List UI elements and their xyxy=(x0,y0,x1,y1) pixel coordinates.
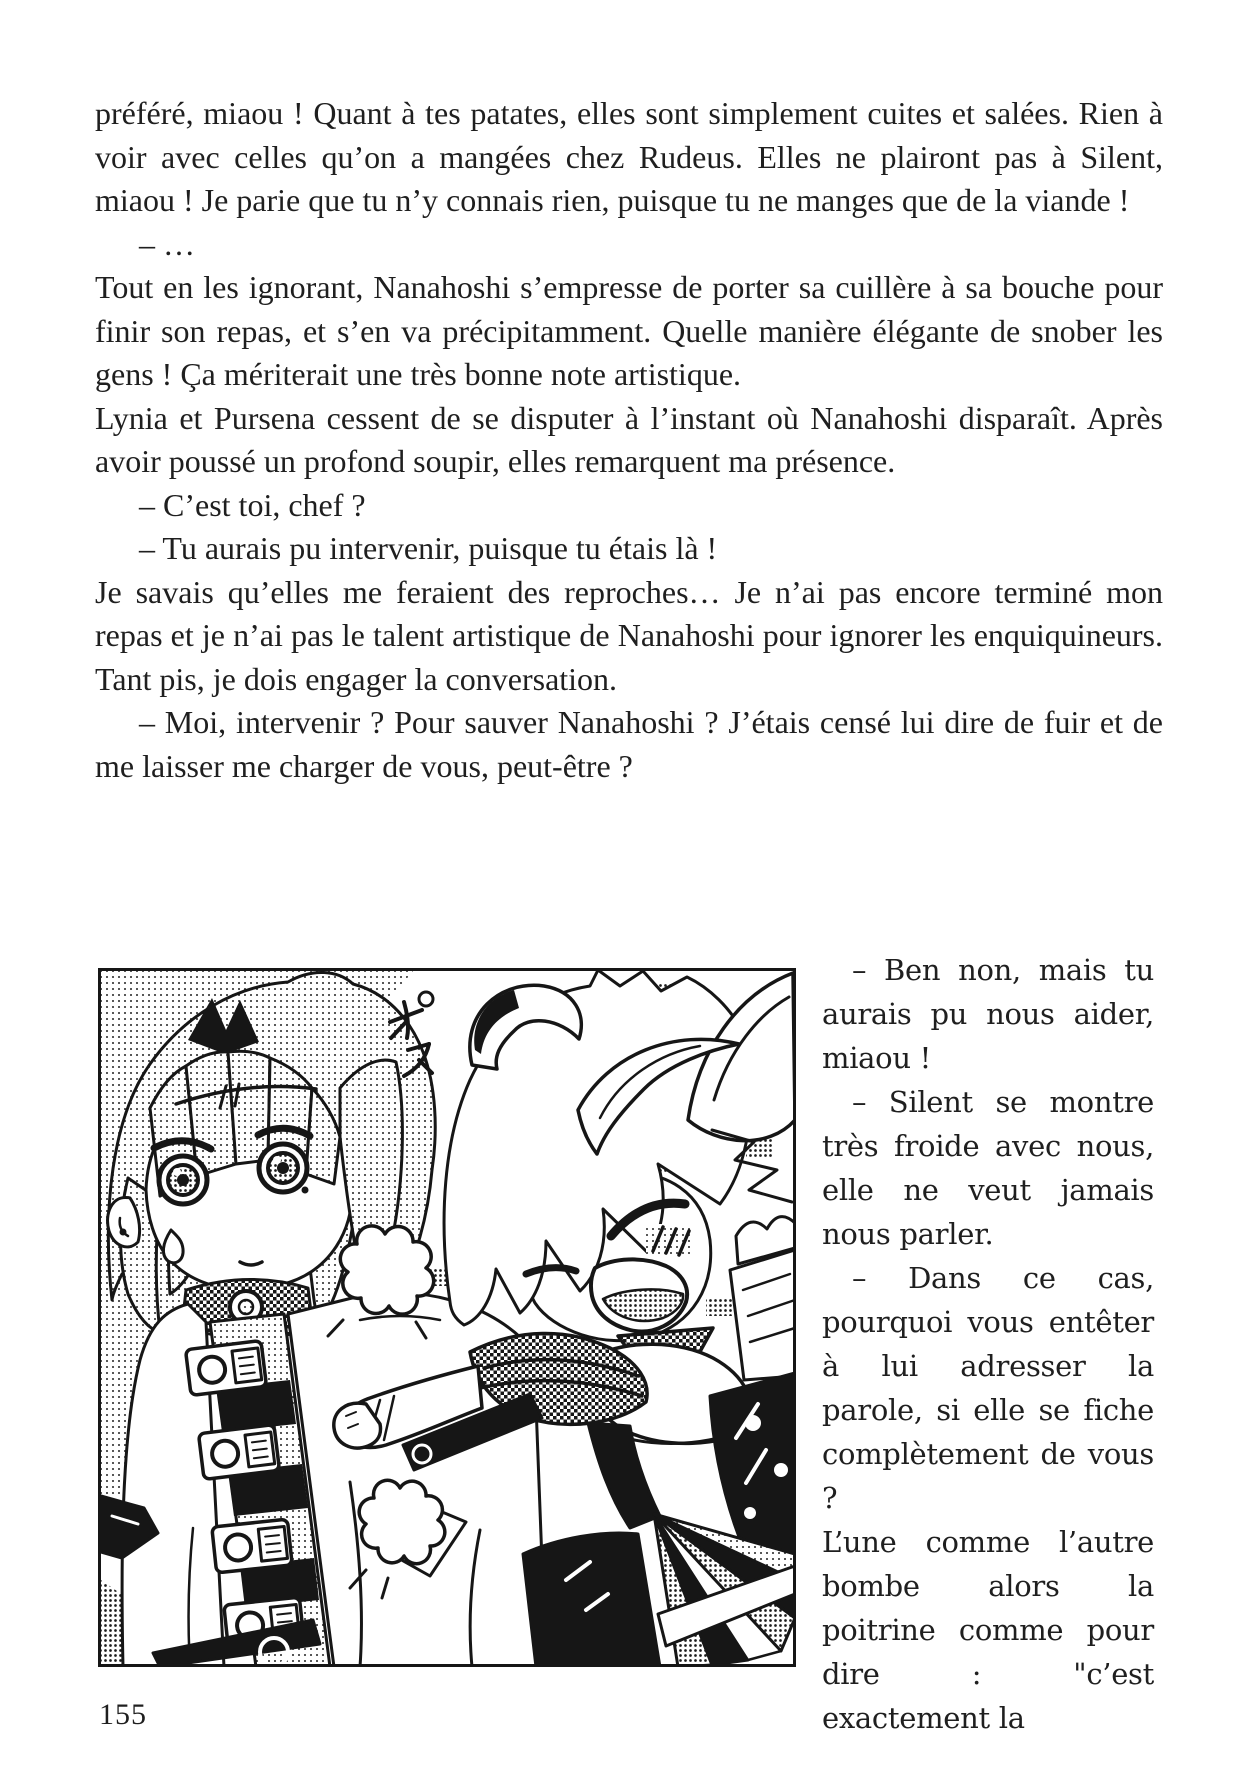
main-text-block xyxy=(95,92,1163,788)
paragraph: Je savais qu’elles me feraient des reproches… Je n’ai pas encore terminé mon repas et je n’ai pas le talent artistique de Nanahoshi pour ignorer les enquiquineurs. Tant pis, je dois engager la conversation. xyxy=(95,573,1163,697)
paragraph-dialogue: – Moi, intervenir ? Pour sauver Nanahoshi ? J’étais censé lui dire de fuir et de me laisser me charger de vous, peut-être ? xyxy=(95,704,1163,784)
paragraph-dialogue: – Dans ce cas, pourquoi vous entêter à lui adresser la parole, si elle se fiche complètement de vous ? xyxy=(822,1261,1154,1515)
paragraph: préféré, miaou ! Quant à tes patates, elles sont simplement cuites et salées. Rien à voir avec celles qu’on a mangées chez Rudeus. Elles ne plairont pas à Silent, miaou ! Je parie que tu n’y connais rien, puisque tu ne manges que de la viande ! xyxy=(95,95,1163,218)
paragraph-dialogue: – Silent se montre très froide avec nous, elle ne veut jamais nous parler. xyxy=(822,1085,1154,1251)
manga-illustration xyxy=(98,968,796,1667)
paragraph: L’une comme l’autre bombe alors la poitrine comme pour dire : "c’est exactement la xyxy=(822,1525,1154,1735)
side-text-column xyxy=(822,948,1154,1740)
paragraph: Tout en les ignorant, Nanahoshi s’empresse de porter sa cuillère à sa bouche pour finir son repas, et s’en va précipitamment. Quelle manière élégante de snober les gens ! Ça mériterait une très bonne note artistique. xyxy=(95,269,1163,392)
paragraph-dialogue: – Ben non, mais tu aurais pu nous aider, miaou ! xyxy=(822,953,1154,1075)
paragraph-dialogue: – Tu aurais pu intervenir, puisque tu étais là ! xyxy=(139,530,718,566)
paragraph-dialogue: – … xyxy=(139,225,195,262)
paragraph: Lynia et Pursena cessent de se disputer à l’instant où Nanahoshi disparaît. Après avoir poussé un profond soupir, elles remarquent ma présence. xyxy=(95,399,1163,479)
page-number: 155 xyxy=(99,1698,147,1731)
paragraph-dialogue: – C’est toi, chef ? xyxy=(139,486,366,523)
